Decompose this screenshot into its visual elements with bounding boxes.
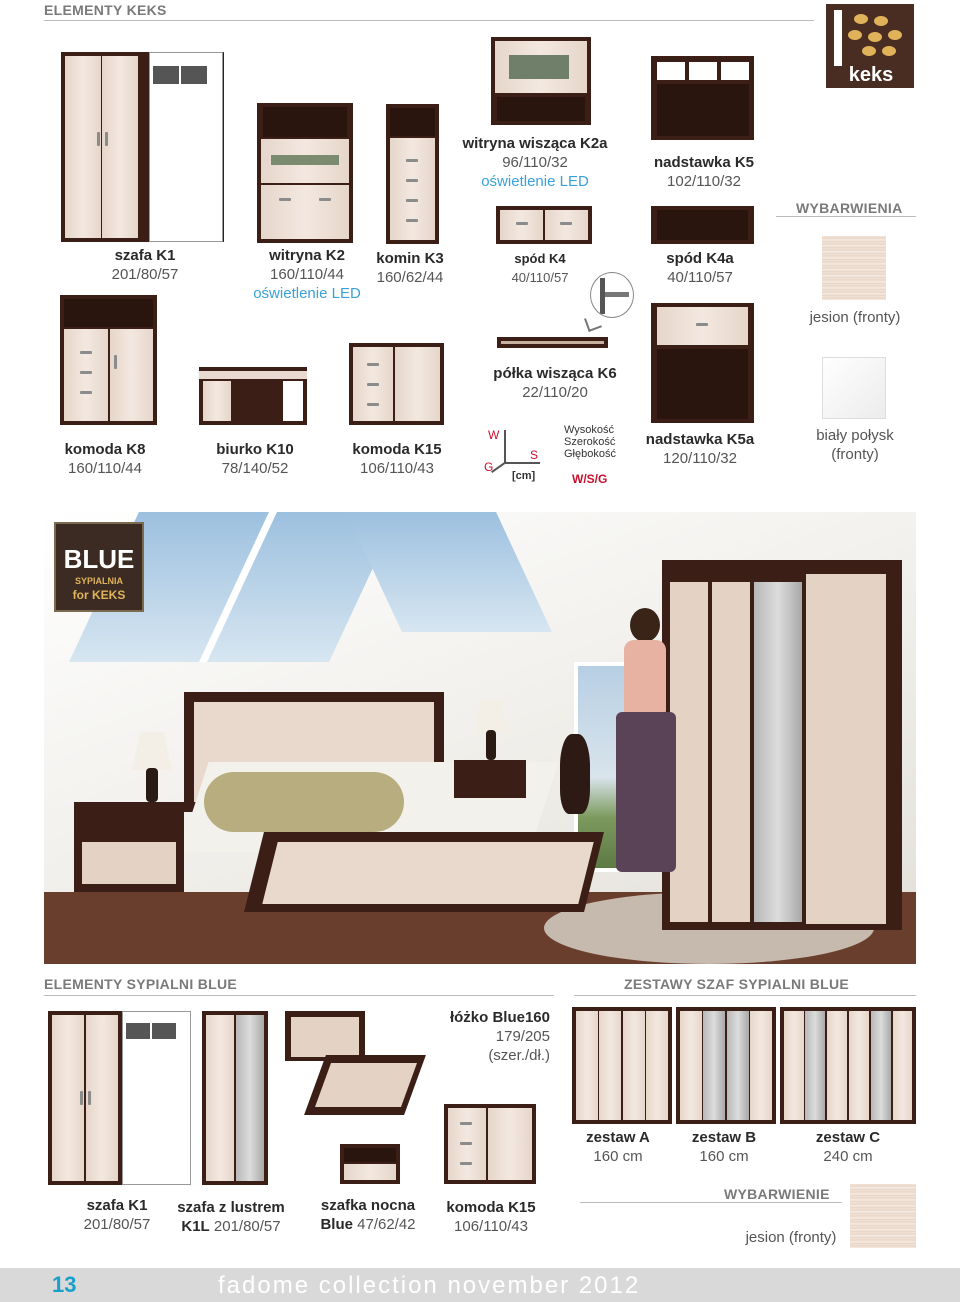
komin-k3-label: komin K3 160/62/44 [376,250,444,286]
zestaw-a-label: zestaw A 160 cm [586,1129,650,1165]
witryna-k2-label: witryna K2 160/110/44 oświetlenie LED [253,247,361,302]
witryna-k2a-image [491,37,591,125]
szafa-k1l-image [202,1011,268,1185]
komoda-k15-bottom-image [444,1104,536,1184]
nadstawka-k5-label: nadstawka K5 102/110/32 [653,154,755,190]
blue-badge-sub2: for KEKS [72,588,126,602]
nadstawka-k5-image [651,56,754,140]
section-title: ELEMENTY KEKS [44,2,167,18]
legend-line1: Wysokość [564,424,615,436]
spod-k4-image [496,206,592,244]
zestaw-c-label: zestaw C 240 cm [815,1129,881,1165]
footer-title: fadome collection november 2012 [218,1272,641,1299]
blue-badge-sub1: SYPIALNIA [74,576,123,586]
blue-badge [54,522,144,612]
legend-w: W [488,428,500,442]
header-rule [44,20,814,21]
bedroom-photo [44,512,916,964]
szafa-k1-label: szafa K1 201/80/57 [111,247,179,283]
szafa-k1l-label: szafa z lustrem K1L 201/80/57 [177,1199,285,1235]
spod-k4-label: spód K4 40/110/57 [511,251,569,285]
zestaw-a-image [572,1007,672,1124]
komoda-k15-label: komoda K15 106/110/43 [352,441,442,477]
komoda-k8-image [60,295,157,425]
jesion-label-2: jesion (fronty) [745,1229,837,1246]
witryna-k2a-label: witryna wisząca K2a 96/110/32 oświetlenie LED [462,135,608,190]
colors-rule-1 [776,216,916,217]
szafa-k1-bottom-label: szafa K1 201/80/57 [83,1197,151,1233]
blue-badge-title: BLUE [63,544,135,574]
colors-title-1: WYBARWIENIA [796,200,903,216]
footer-page: 13 [52,1272,77,1297]
spod-k4a-image [651,206,754,244]
white-label: biały połysk (fronty) [816,427,894,463]
zestaw-b-image [676,1007,776,1124]
komin-k3-image [386,104,439,244]
keks-logo [826,4,914,88]
section-blue: ELEMENTY SYPIALNI BLUE [44,976,238,992]
zestaw-c-image [780,1007,916,1124]
colors-rule-2 [580,1202,842,1203]
jesion-label: jesion (fronty) [809,309,901,326]
legend-s: S [530,448,539,462]
section-blue-rule [44,995,554,996]
szafka-nocna-label: szafka nocna Blue 47/62/42 [320,1197,416,1233]
legend-line3: Głębokość [564,448,616,460]
k1l-dims: 201/80/57 [213,1218,281,1235]
legend-unit: [cm] [512,470,536,482]
komoda-k15-bottom-label: komoda K15 106/110/43 [446,1199,536,1235]
nocna-dims: 47/62/42 [357,1216,416,1233]
polka-k6-image [497,337,608,348]
szafa-k1-bottom-image [48,1011,191,1185]
biurko-k10-label: biurko K10 78/140/52 [216,441,294,477]
bed-image [285,1011,415,1117]
jesion-swatch [822,236,886,300]
section-sets: ZESTAWY SZAF SYPIALNI BLUE [624,976,850,992]
bed-label: łóżko Blue160 179/205 (szer./dł.) [449,1009,550,1064]
legend-line2: Szerokość [564,436,616,448]
jesion-swatch-2 [850,1184,916,1248]
szafa-k1-image [61,52,224,242]
spod-k4a-label: spód K4a 40/110/57 [666,250,734,286]
white-swatch [822,357,886,419]
dimension-legend [478,418,628,488]
witryna-k2-image [257,103,353,243]
logo-text: keks [848,64,894,86]
k1l-code: K1L [181,1218,210,1235]
legend-g: G [484,460,494,474]
section-sets-rule [574,995,916,996]
nadstawka-k5a-label: nadstawka K5a 120/110/32 [645,431,755,467]
nocna-code: Blue [320,1216,353,1233]
komoda-k8-label: komoda K8 160/110/44 [64,441,146,477]
legend-code: W/S/G [572,472,608,486]
colors-title-2: WYBARWIENIE [724,1186,830,1202]
nadstawka-k5a-image [651,303,754,423]
polka-k6-label: półka wisząca K6 22/110/20 [493,365,617,401]
szafka-nocna-image [340,1144,400,1184]
komoda-k15-image [349,343,444,425]
biurko-k10-image [199,367,307,425]
zestaw-b-label: zestaw B 160 cm [691,1129,757,1165]
